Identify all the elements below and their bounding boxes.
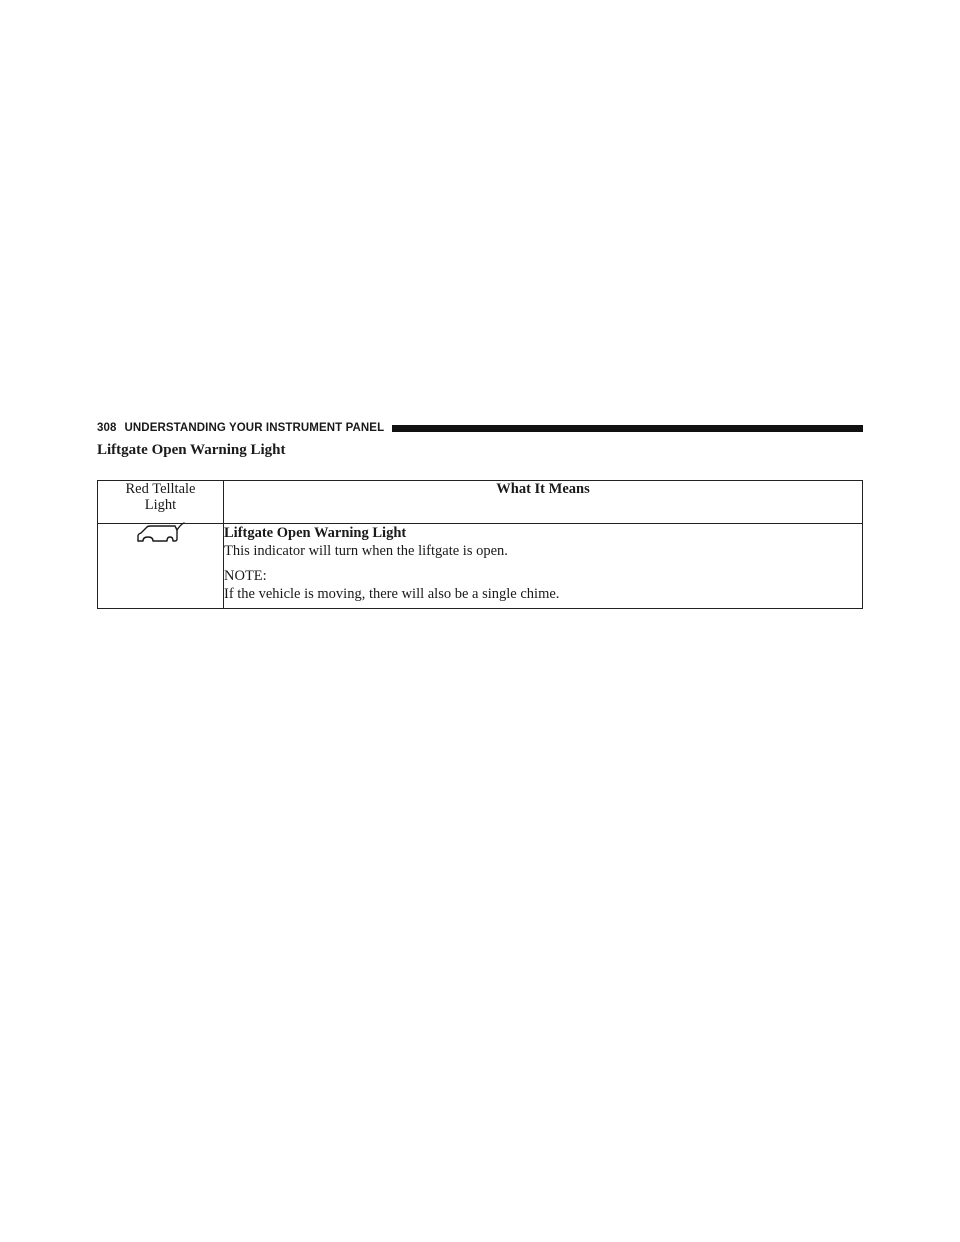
telltale-icon-cell [98,524,224,609]
light-title: Liftgate Open Warning Light [224,525,407,541]
note-text: If the vehicle is moving, there will also be a single chime. [224,586,560,602]
column-header-telltale-line2: Light [144,497,177,513]
liftgate-open-icon [133,522,189,548]
meaning-cell [224,524,863,609]
page-header [97,420,863,436]
table-row [98,524,863,609]
note-label: NOTE: [224,568,267,584]
page-number: 308 [97,422,117,434]
header-rule [392,425,863,432]
section-title: UNDERSTANDING YOUR INSTRUMENT PANEL [124,422,385,434]
table-header-row [98,481,863,524]
column-header-telltale-line1: Red Telltale [125,481,196,497]
column-header-telltale [98,481,224,524]
column-header-meaning: What It Means [224,481,863,524]
light-description: This indicator will turn when the liftgate is open. [224,543,508,559]
telltale-table [97,480,863,609]
section-heading: Liftgate Open Warning Light [97,442,286,458]
